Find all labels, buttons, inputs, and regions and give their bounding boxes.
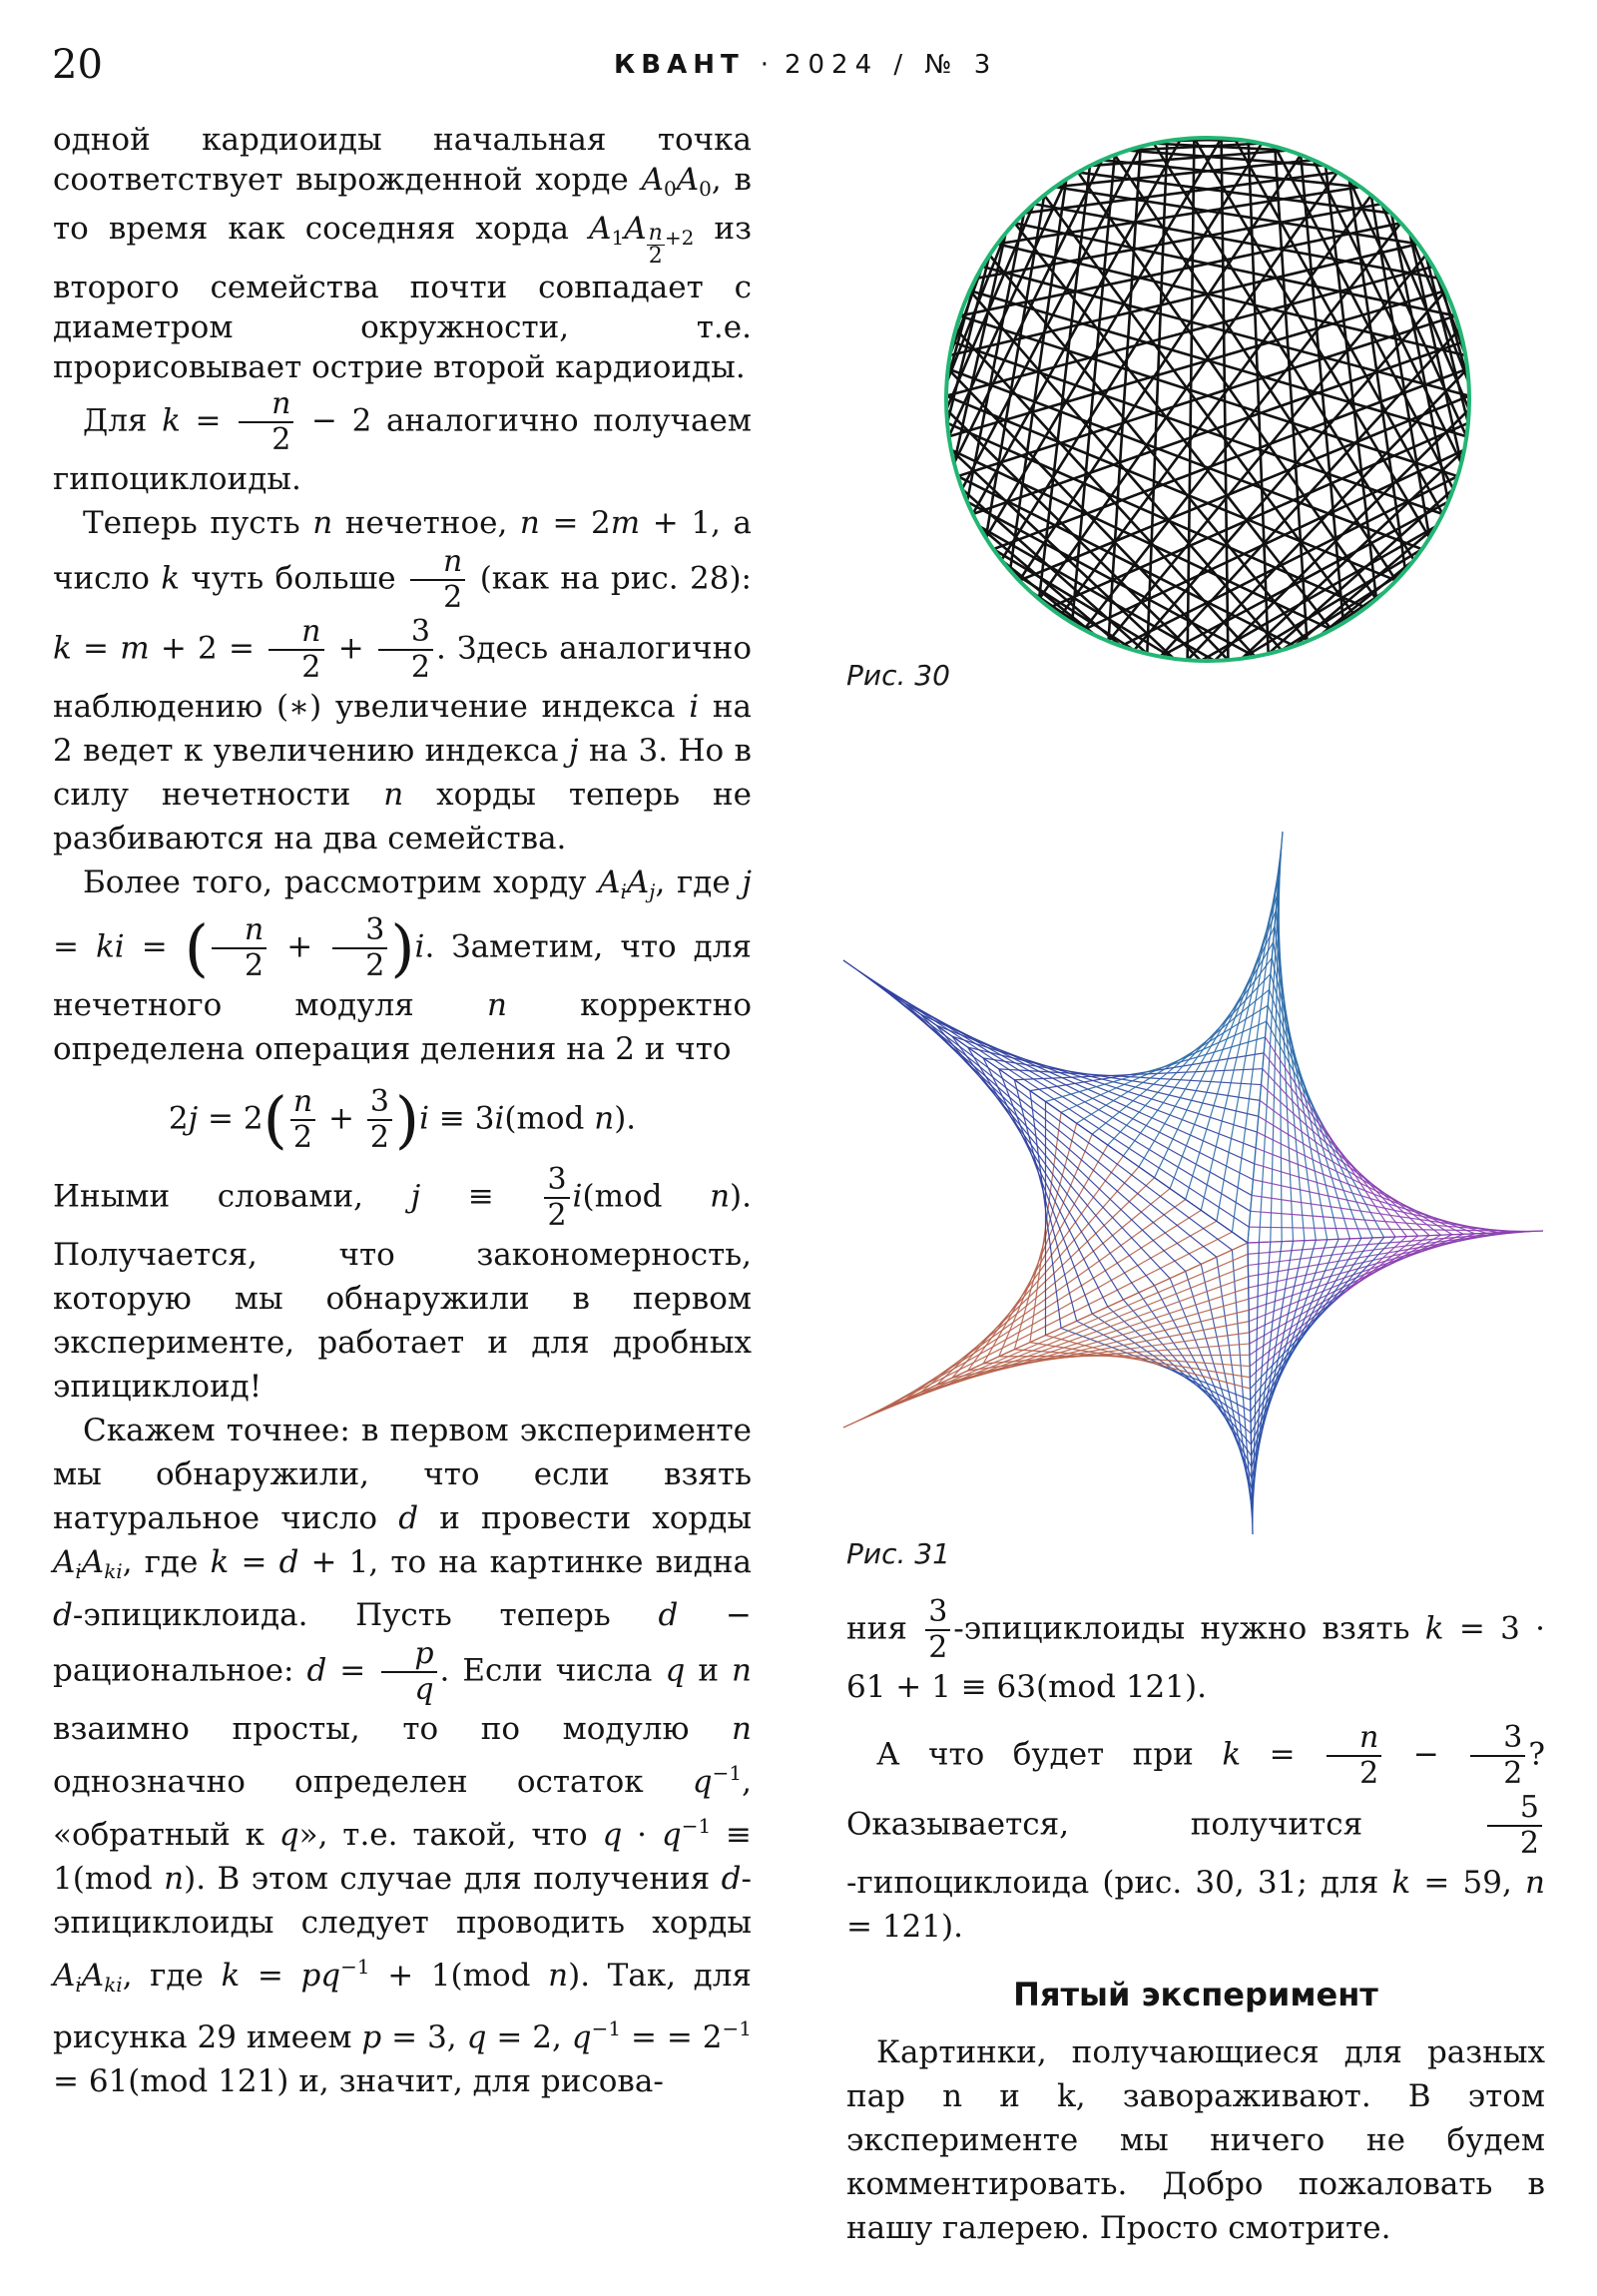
running-head (614, 50, 997, 80)
issue-label: 2024 / № 3 (784, 50, 998, 80)
right-paragraph-3: Картинки, получающиеся для разных пар n и k, завораживают. В этом эксперименте мы ничего не будем комментировать. Добро пожаловать в нашу галерею. Просто смотрите. (846, 2034, 1545, 2246)
figure-30-chord-circle (938, 130, 1477, 669)
page-number: 20 (52, 42, 103, 88)
envelope-line (1253, 1242, 1271, 1511)
chord-line (1235, 139, 1442, 514)
paragraph-4: Более того, рассмотрим хорду $A_iA_j$, где j = ki = ( $\frac{n}{2}$ + $\frac{3}{2}$ )i. Заметим, что для нечетного модуля n корректно определена операция деления на 2 и что (53, 864, 753, 1067)
chord-line (1269, 489, 1453, 654)
right-paragraph-1: ния $\frac{3}{2}$ -эпициклоиды нужно взять k = 3 · 61 + 1 ≡ 63(mod 121). (846, 1594, 1545, 1705)
left-column (53, 120, 752, 2103)
arm-top-envelope (1248, 832, 1543, 1243)
header-separator: · (760, 50, 769, 80)
paragraph-5: Иными словами, j ≡ $\frac{3}{2}$ i(mod n). Получается, что закономерность, которую мы обнаружили в первом эксперименте, работает и для дробных эпициклоид! (53, 1162, 752, 1405)
paragraph-6: Скажем точнее: в первом эксперименте мы обнаружили, что если взять натуральное число d и провести хорды $A_iA_{ki}$, где k = d + 1, то на картинке видна d-эпициклоида. Пусть теперь d − рациональное: d = $\frac{p}{q}$ . Если числа q и n взаимно просты, то по модулю n однозначно определен остаток $q^{-1}$, «обратный к q», т.е. такой, что $q \cdot q^{-1} \equiv 1(mod$ n). В этом случае для получения d-эпициклоиды следует проводить хорды $A_iA_{ki}$, где $k = pq^{-1} + 1(mod$ n). Так, для рисунка 29 имеем p = 3, q = 2, $q^{-1}$ = = $2^{-1} = 61(mod$ 121) и, значит, для рисова- (53, 1413, 753, 2099)
figure-31-caption: Рис. 31 (846, 1537, 950, 1570)
envelope-line (1253, 1243, 1260, 1523)
envelope-line (1232, 848, 1281, 1232)
chord-line (1161, 328, 1460, 656)
envelope-line (890, 1277, 1249, 1407)
envelope-line (859, 1254, 1249, 1421)
paragraph-2: Для k = $\frac{n}{2}$ − 2 аналогично получаем гипоциклоиды. (53, 386, 752, 497)
arm-bottom-envelope (843, 1243, 1253, 1534)
right-paragraph-2: А что будет при k = $\frac{n}{2}$ − $\frac{3}{2}$ ? Оказывается, получится $\frac{5}{2}$ -гипоциклоида (рис. 30, 31; для k = 59, n = 121). (846, 1720, 1546, 1945)
figure-31-star-envelope (838, 824, 1557, 1542)
arm-left-envelope (843, 832, 1283, 1243)
paragraph-3: Теперь пусть n нечетное, n = 2m + 1, а число k чуть больше $\frac{n}{2}$ (как на рис. 28): k = m + 2 = $\frac{n}{2}$ + $\frac{3}{2}$ . Здесь аналогично наблюдению (∗) увеличение индекса i на 2 ведет к увеличению индекса j на 3. Но в силу нечетности n хорды теперь не разбиваются на два семейства. (53, 505, 753, 857)
arm-right-envelope (1248, 1231, 1543, 1534)
section-title: Пятый эксперимент (1013, 1976, 1378, 2013)
paragraph-1: одной кардиоиды начальная точка соответствует вырожденной хорде $A_0A_0$, в то время как соседняя хорда $A_1A$ $\frac{n}{2}$ $_{+2}$ из второго семейства почти совпадает с диаметром окружности, т.е. прорисовывает острие второй кардиоиды. (53, 122, 752, 385)
journal-title: КВАНТ (614, 50, 745, 80)
envelope-line (1061, 1021, 1267, 1112)
right-column (846, 1595, 1545, 2250)
figure-30-caption: Рис. 30 (846, 659, 950, 692)
chord-line (1134, 290, 1445, 650)
chord-line (973, 139, 1181, 514)
display-formula: 2j = 2( $\frac{n}{2}$ + $\frac{3}{2}$ )i ≡ 3i(mod n). (168, 1083, 637, 1156)
